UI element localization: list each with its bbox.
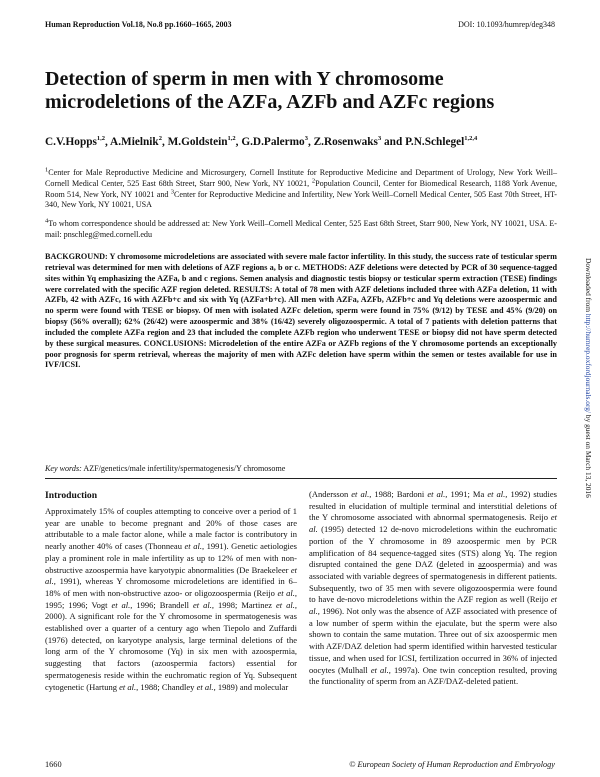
affiliations: $^1$Center for Male Reproductive Medicine and Microsurgery, Cornell Institute for Reproductive Medicine and Department of Urology, New York Weill–Cornell Medical Center, 525 East 68th Street, Starr 900, New York, NY 10021, $^2$Population Council, Center for Biomedical Research, 1188 York Avenue, Room 514, New York, NY 10021 and $^3$Center for Reproductive Medicine and Infertility, New York Weill–Cornell Medical Center, 505 East 70th Street, HT-340, New York, NY 10021, USA: [45, 166, 557, 210]
section-heading-introduction: Introduction: [45, 490, 98, 501]
journal-citation: Human Reproduction Vol.18, No.8 pp.1660–1665, 2003: [45, 20, 232, 29]
paragraph: Approximately 15% of couples attempting to conceive over a period of 1 year are unable to become pregnant and 20% of those cases are attributable to a male factor alone, while a male factor is contributory in nearly another 40% of cases (Thonneau et al., 1991). Genetic aetiologies play a prominent role in male infertility as up to 12% of men with non-obstructive azoospermia have karyotypic abnormalities (De Braekeleer et al., 1991), whereas Y chromosome microdeletions are identified in 6–18% of men with non-obstructive azoo- or oligozoospermia (Reijo et al., 1995; 1996; Vogt et al., 1996; Brandell et al., 1998; Martinez et al., 2000). A significant role for the Y chromosome in spermatogenesis was established over a quarter of a century ago when Tiepolo and Zuffardi (1976) detected, on karyotype analysis, large terminal deletions of the long arm of the Y chromosome (Yq) in six men with azoospermia, suggesting that factors (azoospermia factors) essential for spermatogenesis reside within the euchromatic region of Yq. Subsequent cytogenetic (Hartung et al., 1988; Chandley et al., 1989) and molecular: [45, 506, 297, 692]
copyright: © European Society of Human Reproduction and Embryology: [349, 760, 555, 769]
author-list: C.V.Hopps$^{1,2}$, A.Mielnik$^2$, M.Goldstein$^{1,2}$, G.D.Palermo$^3$, Z.Rosenwaks$^3$ and P.N.Schlegel$^{1,2,4}$: [45, 135, 478, 148]
article-title: Detection of sperm in men with Y chromosome microdeletions of the AZFa, AZFb and AZFc regions: [45, 68, 495, 113]
correspondence: $^4$To whom correspondence should be addressed at: New York Weill–Cornell Medical Center, 525 East 68th Street, Starr 900, New York, NY 10021, USA. E-mail: pnschleg@med.cornell.edu: [45, 217, 557, 239]
download-suffix: by guest on March 13, 2016: [584, 413, 593, 498]
doi: DOI: 10.1093/humrep/deg348: [458, 20, 555, 29]
page-number: 1660: [45, 760, 62, 769]
download-notice: [584, 258, 593, 498]
keywords: [45, 464, 557, 473]
download-prefix: Downloaded from: [584, 258, 593, 314]
paragraph: (Andersson et al., 1988; Bardoni et al., 1991; Ma et al., 1992) studies resulted in elucidation of multiple terminal and interstitial deletions of the Y chromosome associated with abnormal spermatogenesis. Reijo et al. (1995) detected 12 de-novo microdeletions within the euchromatic portion of the Y chromosome in 89 azoospermic men by PCR amplification of 84 sequence-tagged sites (STS) along Yq. The region disrupted contained the gene DAZ (deleted in azoospermia) and was associated with variable degrees of spermatogenesis in different patients. Subsequently, two of 35 men with severe oligozoospermia were found to have de-novo microdeletions within the AZF region as well (Reijo et al., 1996). Not only was the absence of AZF associated with presence of a low number of sperm within the ejaculate, but the sperm were also shown to contain the same mutation. Three out of six azoospermic men with AZF/DAZ deletion had sperm identified within harvested testicular tissue, and when used for ICSI, fertilization occurred in 36% of injected oocytes (Mulhall et al., 1997a). One twin conception resulted, proving the functionality of sperm from an AZF/DAZ-deleted patient.: [309, 489, 558, 687]
body-column-right: [309, 489, 557, 688]
download-link[interactable]: http://humrep.oxfordjournals.org/: [584, 313, 593, 414]
abstract: BACKGROUND: Y chromosome microdeletions are associated with severe male factor infertility. In this study, the success rate of testicular sperm retrieval was determined for men with deletions of AZF regions a, b or c. METHODS: AZF deletions were detected by PCR of 30 sequence-tagged sites within Yq emphasizing the AZFa, b and c regions. Semen analysis and diagnostic testis biopsy or testicular sperm extraction (TESE) findings were correlated with the specific AZF region deleted. RESULTS: A total of 78 men with AZF deletions included three with AZFa deletion, 11 with AZFb, 42 with AZFc, 16 with AZFb+c and six with Yq (AZFa+b+c). All men with AZFa, AZFb, AZFb+c and Yq deletions were azoospermic and no sperm were found with TESE or biopsy. Of men with isolated AZFc deletion, sperm were found in 75% (9/12) by TESE and 45% (9/20) on biopsy (56% overall); 62% (26/42) were azoospermic and 38% (16/42) severely oligozoospermic. A total of 7 patients with deletion patterns that included the complete AZFa region and 23 that included the complete AZFb region who underwent TESE or biopsy did not have sperm detected by these surgical measures. CONCLUSIONS: Microdeletion of the entire AZFa or AZFb regions of the Y chromosome portends an exceptionally poor prognosis for sperm retrieval, whereas the majority of men with AZFc deletion have sperm within the semen or testes available for use in IVF/ICSI.: [45, 252, 557, 370]
keywords-label: Key words:: [45, 464, 82, 473]
keywords-text: AZF/genetics/male infertility/spermatogenesis/Y chromosome: [83, 464, 286, 473]
divider: [45, 478, 557, 479]
body-column-left: [45, 506, 297, 693]
